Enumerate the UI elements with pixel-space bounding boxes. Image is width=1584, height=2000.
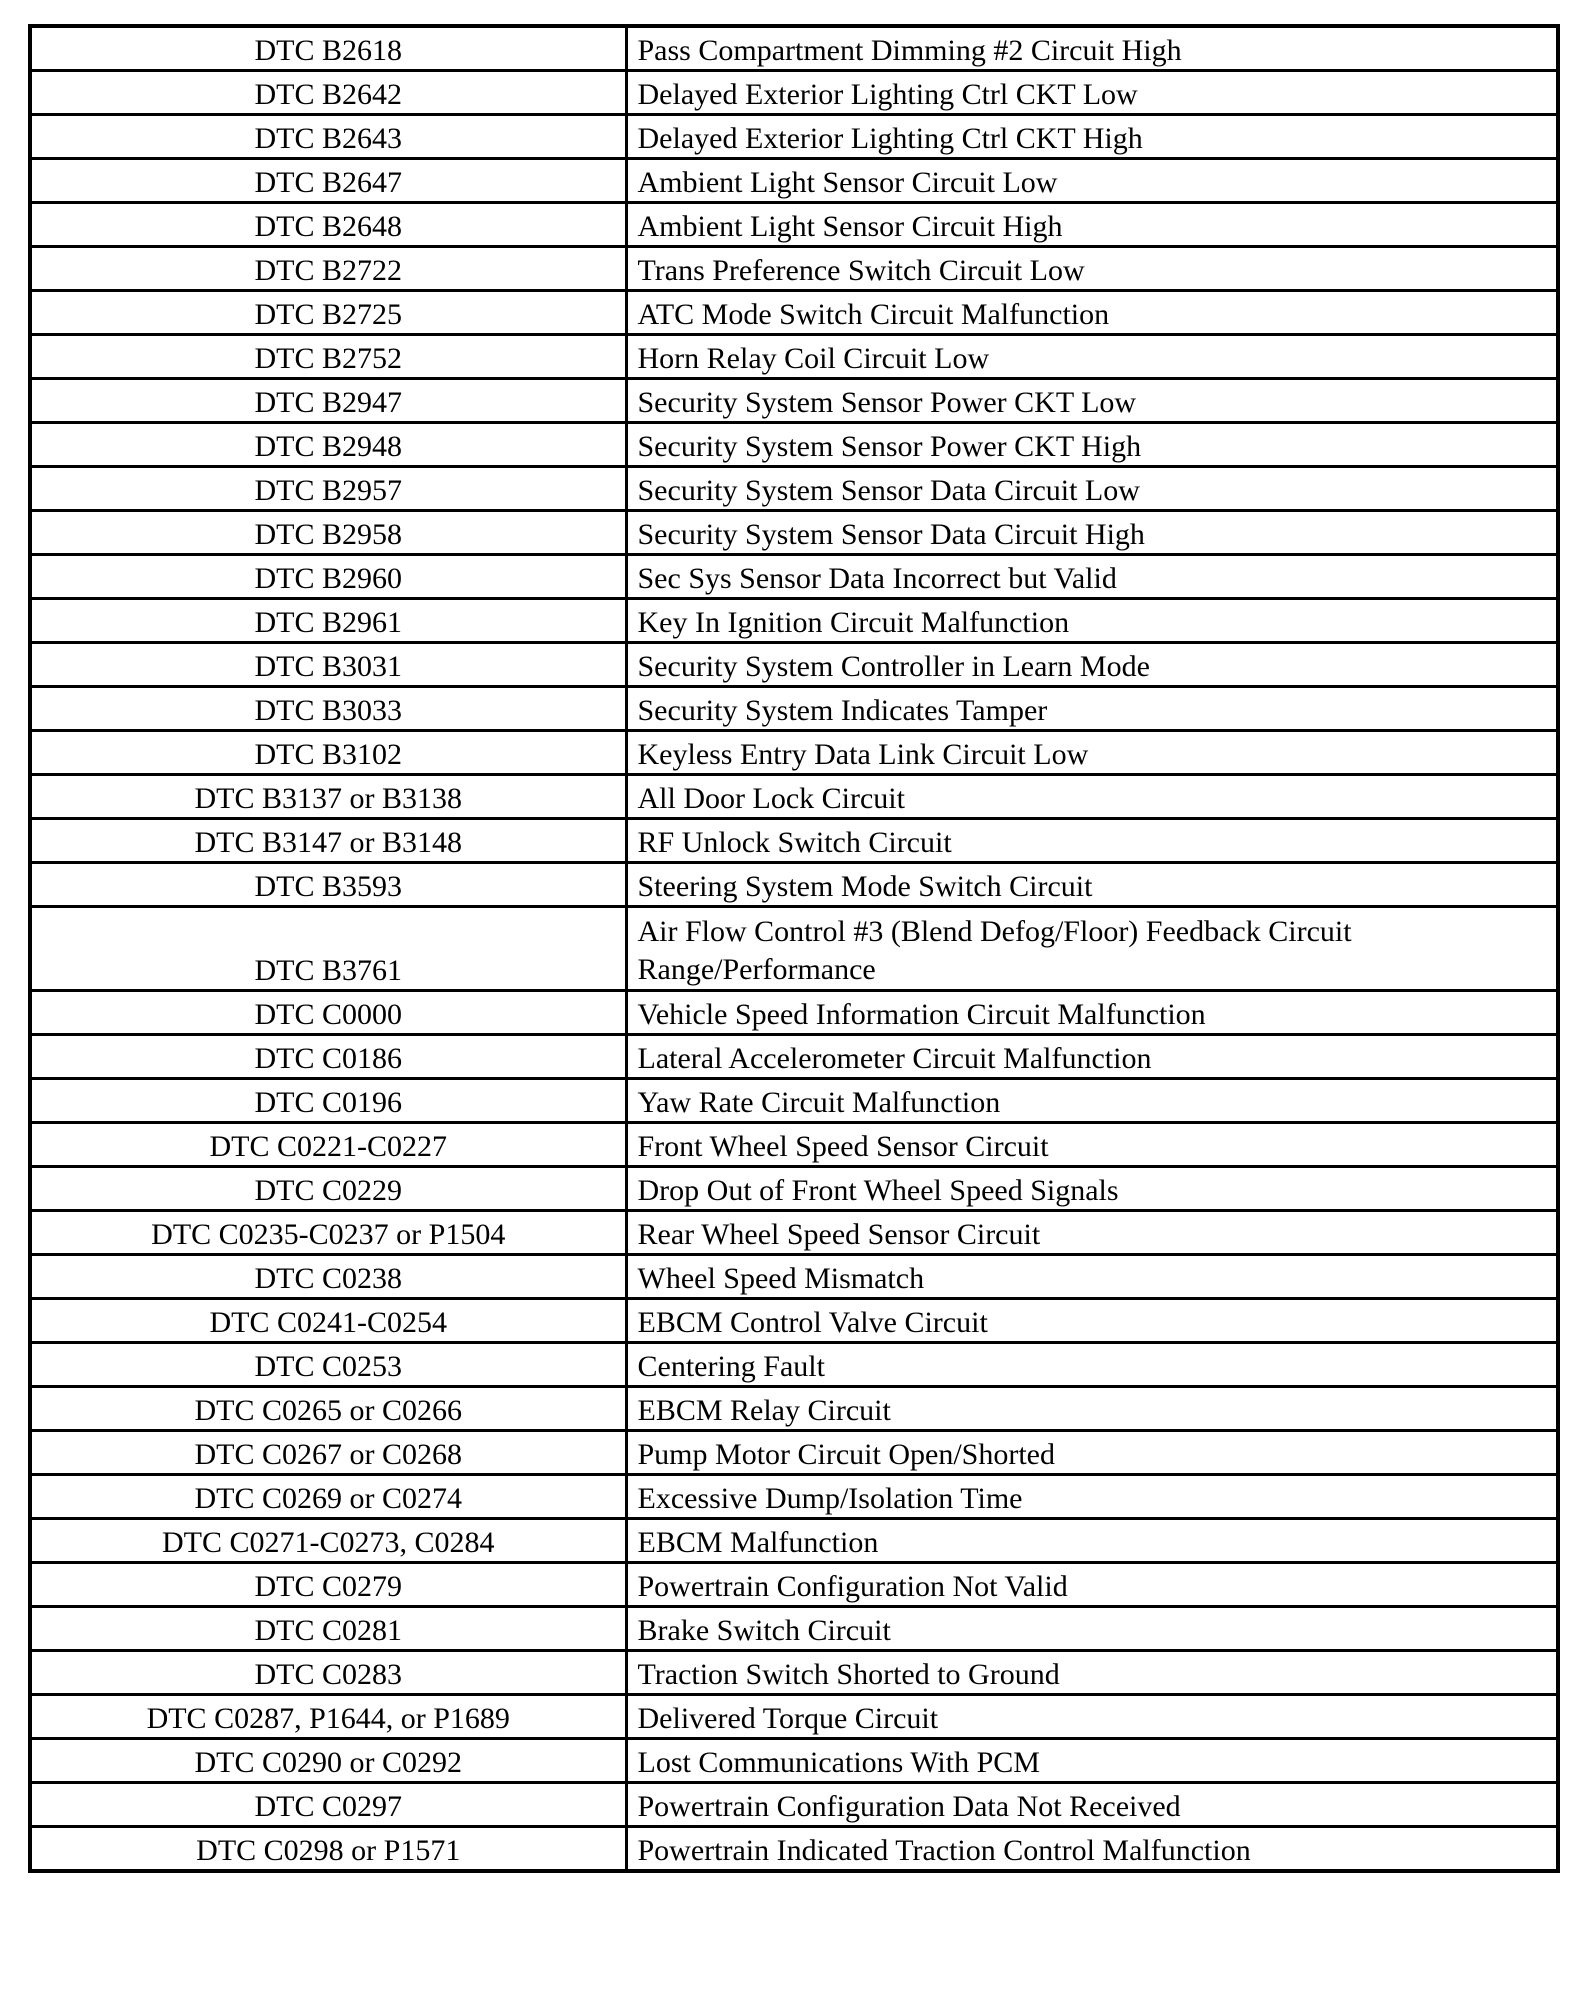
table-row — [30, 1431, 1558, 1475]
table-row — [30, 26, 1558, 71]
dtc-description-cell: Air Flow Control #3 (Blend Defog/Floor) Feedback Circuit Range/Performance — [626, 907, 1558, 991]
dtc-description-cell: Excessive Dump/Isolation Time — [626, 1475, 1558, 1519]
dtc-description-cell: Delayed Exterior Lighting Ctrl CKT High — [626, 115, 1558, 159]
table-row — [30, 863, 1558, 907]
table-row — [30, 203, 1558, 247]
dtc-description-cell: Security System Sensor Data Circuit High — [626, 511, 1558, 555]
dtc-code-cell: DTC B2722 — [30, 247, 626, 291]
dtc-description-cell: RF Unlock Switch Circuit — [626, 819, 1558, 863]
dtc-description-cell: Security System Sensor Data Circuit Low — [626, 467, 1558, 511]
dtc-code-cell: DTC B2643 — [30, 115, 626, 159]
dtc-description-cell: Steering System Mode Switch Circuit — [626, 863, 1558, 907]
table-row — [30, 775, 1558, 819]
dtc-description-cell: Powertrain Configuration Data Not Received — [626, 1783, 1558, 1827]
table-row — [30, 643, 1558, 687]
dtc-code-cell: DTC B3593 — [30, 863, 626, 907]
dtc-code-cell: DTC B3102 — [30, 731, 626, 775]
dtc-code-cell: DTC B3761 — [30, 907, 626, 991]
dtc-description-cell: Delivered Torque Circuit — [626, 1695, 1558, 1739]
dtc-code-cell: DTC C0269 or C0274 — [30, 1475, 626, 1519]
table-row — [30, 991, 1558, 1035]
table-row — [30, 71, 1558, 115]
dtc-code-cell: DTC B2958 — [30, 511, 626, 555]
dtc-description-cell: All Door Lock Circuit — [626, 775, 1558, 819]
dtc-code-cell: DTC C0290 or C0292 — [30, 1739, 626, 1783]
dtc-description-cell: Wheel Speed Mismatch — [626, 1255, 1558, 1299]
dtc-code-cell: DTC B2947 — [30, 379, 626, 423]
dtc-code-cell: DTC B2961 — [30, 599, 626, 643]
table-row — [30, 291, 1558, 335]
dtc-description-cell: ATC Mode Switch Circuit Malfunction — [626, 291, 1558, 335]
dtc-code-cell: DTC B2647 — [30, 159, 626, 203]
table-row — [30, 687, 1558, 731]
table-row — [30, 511, 1558, 555]
dtc-code-cell: DTC C0297 — [30, 1783, 626, 1827]
dtc-code-cell: DTC B2957 — [30, 467, 626, 511]
dtc-code-cell: DTC B2725 — [30, 291, 626, 335]
dtc-code-cell: DTC C0229 — [30, 1167, 626, 1211]
dtc-description-cell: EBCM Malfunction — [626, 1519, 1558, 1563]
table-row — [30, 1343, 1558, 1387]
table-row — [30, 1387, 1558, 1431]
dtc-code-cell: DTC C0298 or P1571 — [30, 1827, 626, 1872]
dtc-code-cell: DTC B2752 — [30, 335, 626, 379]
table-row — [30, 1607, 1558, 1651]
table-row — [30, 1167, 1558, 1211]
dtc-description-cell: Centering Fault — [626, 1343, 1558, 1387]
table-row — [30, 247, 1558, 291]
dtc-code-cell: DTC C0265 or C0266 — [30, 1387, 626, 1431]
dtc-description-cell: Ambient Light Sensor Circuit Low — [626, 159, 1558, 203]
dtc-code-cell: DTC C0281 — [30, 1607, 626, 1651]
dtc-description-cell: Lateral Accelerometer Circuit Malfunction — [626, 1035, 1558, 1079]
table-row — [30, 1079, 1558, 1123]
table-row — [30, 1783, 1558, 1827]
dtc-code-cell: DTC B2648 — [30, 203, 626, 247]
table-row — [30, 423, 1558, 467]
dtc-description-cell: Rear Wheel Speed Sensor Circuit — [626, 1211, 1558, 1255]
dtc-code-cell: DTC C0279 — [30, 1563, 626, 1607]
dtc-code-cell: DTC C0221-C0227 — [30, 1123, 626, 1167]
dtc-code-cell: DTC C0241-C0254 — [30, 1299, 626, 1343]
dtc-code-cell: DTC C0253 — [30, 1343, 626, 1387]
table-row — [30, 1695, 1558, 1739]
dtc-code-cell: DTC B2960 — [30, 555, 626, 599]
table-row — [30, 1475, 1558, 1519]
dtc-description-cell: Front Wheel Speed Sensor Circuit — [626, 1123, 1558, 1167]
dtc-code-cell: DTC C0238 — [30, 1255, 626, 1299]
dtc-code-cell: DTC C0271-C0273, C0284 — [30, 1519, 626, 1563]
dtc-description-cell: Security System Sensor Power CKT High — [626, 423, 1558, 467]
dtc-code-cell: DTC B2948 — [30, 423, 626, 467]
dtc-description-cell: Powertrain Indicated Traction Control Malfunction — [626, 1827, 1558, 1872]
table-row — [30, 379, 1558, 423]
dtc-description-cell: Pump Motor Circuit Open/Shorted — [626, 1431, 1558, 1475]
dtc-code-cell: DTC C0235-C0237 or P1504 — [30, 1211, 626, 1255]
dtc-description-cell: Security System Sensor Power CKT Low — [626, 379, 1558, 423]
dtc-description-cell: Yaw Rate Circuit Malfunction — [626, 1079, 1558, 1123]
table-row — [30, 1255, 1558, 1299]
dtc-description-cell: Key In Ignition Circuit Malfunction — [626, 599, 1558, 643]
dtc-description-cell: Sec Sys Sensor Data Incorrect but Valid — [626, 555, 1558, 599]
dtc-code-cell: DTC C0196 — [30, 1079, 626, 1123]
dtc-code-cell: DTC C0283 — [30, 1651, 626, 1695]
dtc-description-cell: Vehicle Speed Information Circuit Malfunction — [626, 991, 1558, 1035]
dtc-code-cell: DTC C0287, P1644, or P1689 — [30, 1695, 626, 1739]
table-row — [30, 731, 1558, 775]
table-row — [30, 1563, 1558, 1607]
dtc-description-cell: Horn Relay Coil Circuit Low — [626, 335, 1558, 379]
dtc-description-cell: EBCM Relay Circuit — [626, 1387, 1558, 1431]
dtc-description-cell: Trans Preference Switch Circuit Low — [626, 247, 1558, 291]
dtc-code-cell: DTC B2642 — [30, 71, 626, 115]
dtc-code-cell: DTC C0000 — [30, 991, 626, 1035]
dtc-description-cell: Pass Compartment Dimming #2 Circuit High — [626, 26, 1558, 71]
table-row — [30, 1739, 1558, 1783]
dtc-table-body — [30, 26, 1558, 1871]
table-row — [30, 1519, 1558, 1563]
table-row — [30, 1211, 1558, 1255]
dtc-description-cell: Drop Out of Front Wheel Speed Signals — [626, 1167, 1558, 1211]
dtc-description-cell: Keyless Entry Data Link Circuit Low — [626, 731, 1558, 775]
table-row — [30, 555, 1558, 599]
dtc-table — [28, 24, 1560, 1873]
dtc-description-cell: Brake Switch Circuit — [626, 1607, 1558, 1651]
dtc-code-cell: DTC B2618 — [30, 26, 626, 71]
dtc-description-cell: Ambient Light Sensor Circuit High — [626, 203, 1558, 247]
dtc-code-cell: DTC B3033 — [30, 687, 626, 731]
table-row — [30, 1123, 1558, 1167]
table-row — [30, 1035, 1558, 1079]
dtc-description-cell: Security System Indicates Tamper — [626, 687, 1558, 731]
table-row — [30, 159, 1558, 203]
dtc-description-cell: Traction Switch Shorted to Ground — [626, 1651, 1558, 1695]
table-row — [30, 819, 1558, 863]
table-row — [30, 335, 1558, 379]
dtc-description-cell: EBCM Control Valve Circuit — [626, 1299, 1558, 1343]
dtc-description-cell: Lost Communications With PCM — [626, 1739, 1558, 1783]
table-row — [30, 1651, 1558, 1695]
table-row — [30, 1827, 1558, 1872]
table-row — [30, 467, 1558, 511]
dtc-code-cell: DTC B3147 or B3148 — [30, 819, 626, 863]
dtc-code-cell: DTC C0186 — [30, 1035, 626, 1079]
table-row — [30, 907, 1558, 991]
dtc-description-cell: Powertrain Configuration Not Valid — [626, 1563, 1558, 1607]
dtc-code-cell: DTC B3031 — [30, 643, 626, 687]
dtc-description-cell: Delayed Exterior Lighting Ctrl CKT Low — [626, 71, 1558, 115]
dtc-code-cell: DTC B3137 or B3138 — [30, 775, 626, 819]
table-row — [30, 115, 1558, 159]
table-row — [30, 599, 1558, 643]
dtc-description-cell: Security System Controller in Learn Mode — [626, 643, 1558, 687]
table-row — [30, 1299, 1558, 1343]
dtc-code-cell: DTC C0267 or C0268 — [30, 1431, 626, 1475]
